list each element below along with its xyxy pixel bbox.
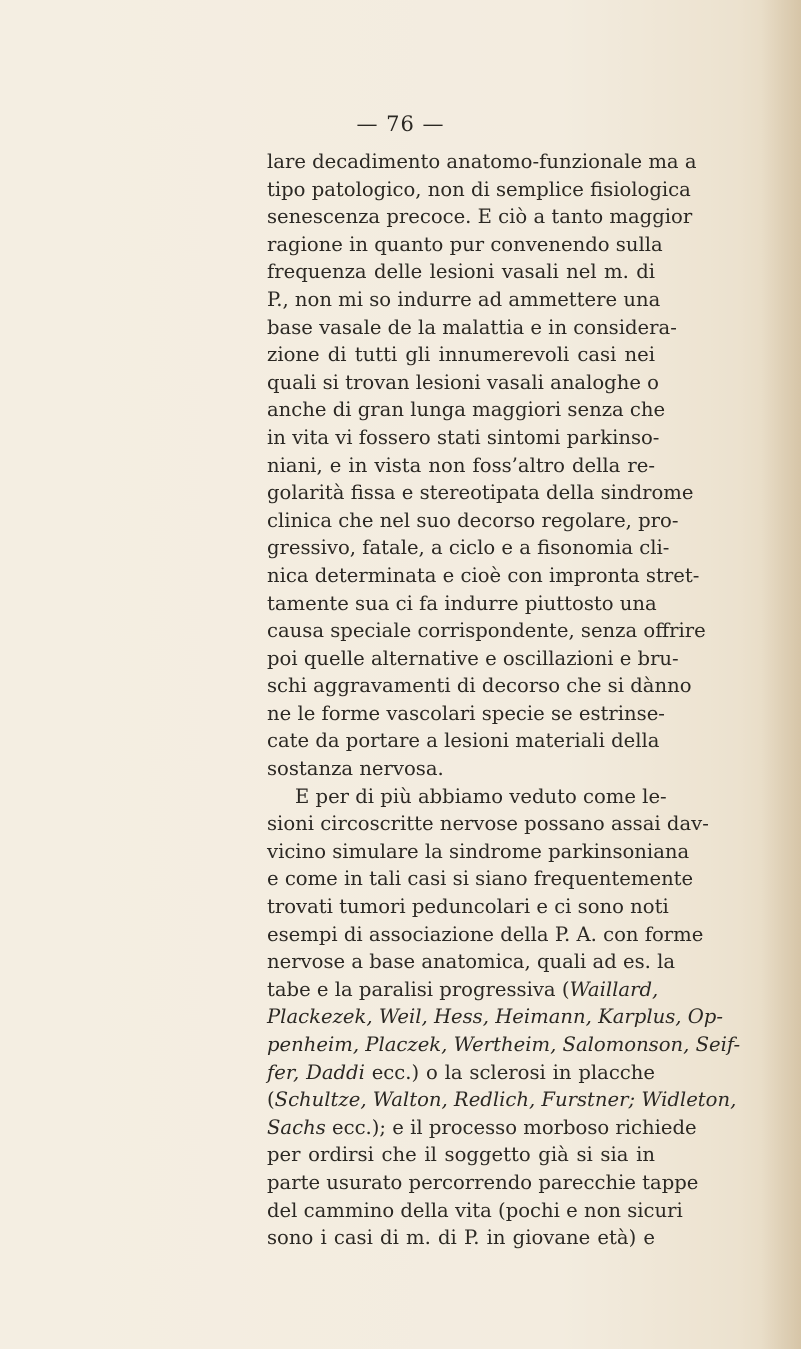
text-line xyxy=(267,921,704,949)
text-line xyxy=(267,424,660,452)
text-segment: quali si trovan lesioni vasali analoghe o xyxy=(267,370,659,394)
text-line xyxy=(267,755,655,783)
text-segment: ragione in quanto pur convenendo sulla xyxy=(267,232,663,256)
text-line xyxy=(267,314,677,342)
text-line xyxy=(267,1114,697,1142)
text-line xyxy=(267,341,655,369)
text-segment: esempi di associazione della P. A. con forme xyxy=(267,922,704,946)
text-segment: niani, e in vista non foss’altro della re- xyxy=(267,453,655,477)
text-segment: lare decadimento anatomo-funzionale ma a xyxy=(267,150,697,173)
text-segment: E per di più abbiamo veduto come le- xyxy=(295,784,667,808)
text-line xyxy=(267,727,660,755)
text-segment: tipo patologico, non di semplice fisiologica xyxy=(267,177,691,201)
text-segment: sioni circoscritte nervose possano assai dav- xyxy=(267,812,709,836)
text-line xyxy=(267,396,666,424)
text-line xyxy=(267,534,670,562)
text-segment: schi aggravamenti di decorso che si dànno xyxy=(267,674,692,698)
text-segment: senescenza precoce. E ciò a tanto maggior xyxy=(267,205,693,229)
text-segment: nervose a base anatomica, quali ad es. la xyxy=(267,950,676,974)
text-segment: parte usurato percorrendo parecchie tappe xyxy=(267,1170,699,1194)
citation-names: Plackezek, Weil, Hess, Heimann, Karplus, Op- xyxy=(267,1005,723,1029)
text-line xyxy=(267,700,665,728)
text-line xyxy=(267,231,663,259)
text-segment: causa speciale corrispondente, senza offrire xyxy=(267,619,706,643)
citation-names: fer, Daddi xyxy=(267,1060,365,1084)
text-line xyxy=(267,286,661,314)
citation-names: Sachs xyxy=(267,1115,326,1139)
text-segment: gressivo, fatale, a ciclo e a fisonomia cli- xyxy=(267,536,670,560)
text-segment: ne le forme vascolari specie se estrinse- xyxy=(267,701,665,725)
page-number: — 76 — xyxy=(356,112,445,136)
text-segment: zione di tutti gli innumerevoli casi nei xyxy=(267,343,655,367)
text-segment: clinica che nel suo decorso regolare, pro- xyxy=(267,508,679,532)
text-segment: del cammino della vita (pochi e non sicuri xyxy=(267,1198,683,1222)
text-line xyxy=(267,976,659,1004)
text-line xyxy=(267,838,690,866)
text-line xyxy=(267,479,694,507)
text-line xyxy=(267,507,679,535)
text-segment: poi quelle alternative e oscillazioni e bru- xyxy=(267,646,679,670)
text-segment: per ordirsi che il soggetto già si sia in xyxy=(267,1143,655,1167)
text-segment: nica determinata e cioè con impronta stret- xyxy=(267,563,700,587)
citation-names: Waillard, xyxy=(569,977,659,1001)
text-line xyxy=(267,617,706,645)
text-line xyxy=(267,1003,723,1031)
citation-names: penheim, Placzek, Wertheim, Salomonson, Seif- xyxy=(267,1033,741,1056)
text-line xyxy=(267,1224,655,1252)
text-segment: cate da portare a lesioni materiali della xyxy=(267,729,660,753)
body-text xyxy=(267,148,741,1252)
text-segment: tamente sua ci fa indurre piuttosto una xyxy=(267,591,657,615)
text-segment: trovati tumori peduncolari e ci sono noti xyxy=(267,895,669,919)
text-line xyxy=(267,176,691,204)
text-line xyxy=(267,645,679,673)
text-line xyxy=(267,1197,683,1225)
text-segment: ( xyxy=(267,1088,275,1112)
text-segment: tabe e la paralisi progressiva ( xyxy=(267,977,570,1001)
text-line xyxy=(267,452,655,480)
text-line xyxy=(267,865,694,893)
text-segment: vicino simulare la sindrome parkinsoniana xyxy=(267,839,690,863)
text-segment: frequenza delle lesioni vasali nel m. di xyxy=(267,260,655,284)
text-line xyxy=(267,783,667,811)
text-line xyxy=(267,672,692,700)
text-segment: anche di gran lunga maggiori senza che xyxy=(267,398,666,422)
text-line xyxy=(267,948,676,976)
text-line xyxy=(267,1059,655,1087)
text-segment: sono i casi di m. di P. in giovane età) e xyxy=(267,1226,655,1250)
text-segment: in vita vi fossero stati sintomi parkinso- xyxy=(267,425,660,449)
text-segment: golarità fissa e stereotipata della sindrome xyxy=(267,481,694,505)
text-line xyxy=(267,1141,655,1169)
text-line xyxy=(267,810,709,838)
text-line xyxy=(267,590,655,618)
text-line xyxy=(267,1031,741,1059)
text-segment: e come in tali casi si siano frequentemente xyxy=(267,867,694,891)
text-segment: P., non mi so indurre ad ammettere una xyxy=(267,287,661,311)
citation-names: Schultze, Walton, Redlich, Furstner; Widleton, xyxy=(274,1088,737,1112)
text-segment: sostanza nervosa. xyxy=(267,757,444,781)
text-segment: base vasale de la malattia e in considera- xyxy=(267,315,677,339)
text-line xyxy=(267,148,697,176)
text-line xyxy=(267,369,659,397)
text-line xyxy=(267,562,700,590)
text-line xyxy=(267,1086,737,1114)
page-edge-shadow xyxy=(761,0,801,1349)
text-line xyxy=(267,258,655,286)
text-line xyxy=(267,1169,699,1197)
text-line xyxy=(267,203,693,231)
text-line xyxy=(267,893,669,921)
text-segment: ecc.); e il processo morboso richiede xyxy=(325,1115,697,1139)
text-segment: ecc.) o la sclerosi in placche xyxy=(364,1060,655,1084)
